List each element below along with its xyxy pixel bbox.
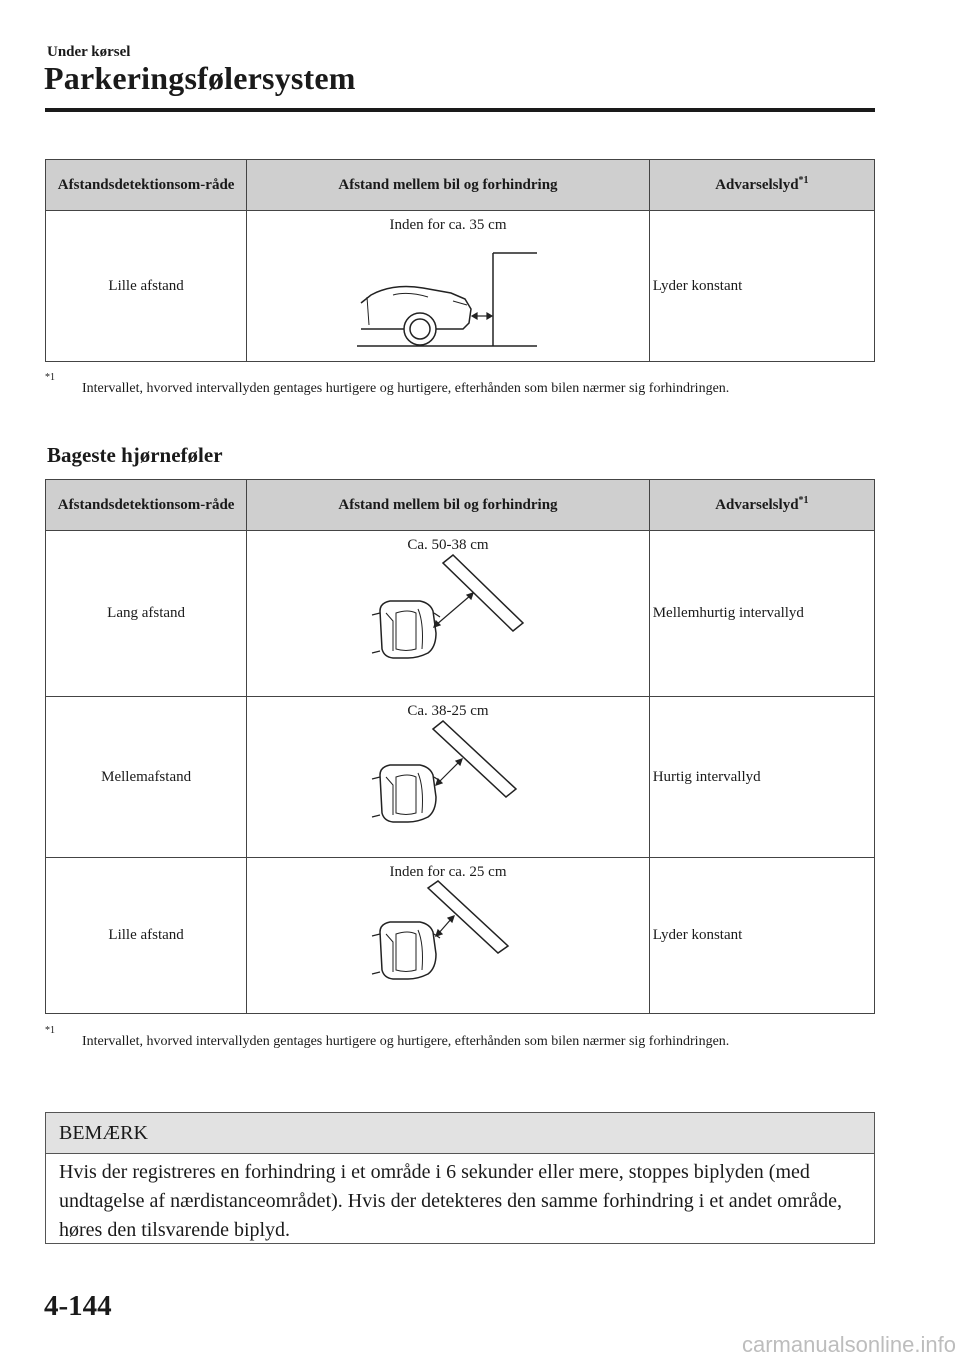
- footnote-text: Intervallet, hvorved intervallyden gentages hurtigere og hurtigere, efterhånden som bilen nærmer sig forhindringen.: [82, 1034, 730, 1049]
- distance-cell: [247, 697, 649, 858]
- car-corner-far-figure: [358, 553, 538, 689]
- table-row: [46, 697, 875, 858]
- column-header-distance: Afstand mellem bil og forhindring: [247, 480, 649, 531]
- watermark: carmanualsonline.info: [741, 1332, 956, 1357]
- footnote: *1 Intervallet, hvorved intervallyden gentages hurtigere og hurtigere, efterhånden som bilen nærmer sig forhindringen.: [45, 1031, 825, 1052]
- page-number: 4-144: [44, 1290, 112, 1322]
- sound-cell: Mellemhurtig intervallyd: [649, 531, 874, 697]
- note-heading: BEMÆRK: [46, 1113, 874, 1154]
- section-heading: Bageste hjørneføler: [47, 443, 223, 467]
- distance-label: Ca. 50-38 cm: [407, 537, 489, 553]
- note-box: [45, 1112, 875, 1244]
- page-title: Parkeringsfølersystem: [44, 60, 356, 96]
- column-header-range: Afstandsdetektionsom-råde: [46, 480, 247, 531]
- column-header-sound: Advarselslyd$^{*1}$: [649, 160, 874, 211]
- car-rear-obstacle-figure: [353, 233, 543, 353]
- footnote-ref: *1: [798, 494, 809, 506]
- column-header-sound: Advarselslyd$^{*1}$: [649, 480, 874, 531]
- footnote-ref: *1: [798, 174, 809, 186]
- sensor-table-corner: [45, 479, 875, 1014]
- distance-cell: [247, 531, 649, 697]
- range-cell: Lang afstand: [46, 531, 247, 697]
- table-row: [46, 858, 875, 1014]
- table-header-row: [46, 480, 875, 531]
- distance-label: Ca. 38-25 cm: [407, 703, 489, 719]
- sensor-table-rear: [45, 159, 875, 362]
- title-rule: [45, 108, 875, 112]
- sound-cell: Lyder konstant: [649, 858, 874, 1014]
- distance-cell: [247, 858, 649, 1014]
- range-cell: Lille afstand: [46, 211, 247, 362]
- section-label: Under kørsel: [47, 44, 131, 60]
- sound-cell: Lyder konstant: [649, 211, 874, 362]
- column-header-distance: Afstand mellem bil og forhindring: [247, 160, 649, 211]
- footnote: *1 Intervallet, hvorved intervallyden gentages hurtigere og hurtigere, efterhånden som bilen nærmer sig forhindringen.: [45, 378, 825, 399]
- distance-label: Inden for ca. 35 cm: [389, 217, 507, 233]
- range-cell: Lille afstand: [46, 858, 247, 1014]
- sound-cell: Hurtig intervallyd: [649, 697, 874, 858]
- note-text: Hvis der registreres en forhindring i et område i 6 sekunder eller mere, stoppes biplyden (med undtagelse af nærdistanceområdet). Hvis der detekteres den samme forhindring i et andet område, høres den tilsvarende biplyd.: [59, 1161, 843, 1241]
- footnote-text: Intervallet, hvorved intervallyden gentages hurtigere og hurtigere, efterhånden som bilen nærmer sig forhindringen.: [82, 381, 730, 396]
- distance-cell: [247, 211, 649, 362]
- range-cell: Mellemafstand: [46, 697, 247, 858]
- car-corner-mid-figure: [358, 719, 538, 849]
- table-row: [46, 531, 875, 697]
- distance-label: Inden for ca. 25 cm: [389, 864, 507, 880]
- table-header-row: [46, 160, 875, 211]
- car-corner-near-figure: [358, 880, 538, 1006]
- column-header-range: Afstandsdetektionsom-råde: [46, 160, 247, 211]
- table-row: [46, 211, 875, 362]
